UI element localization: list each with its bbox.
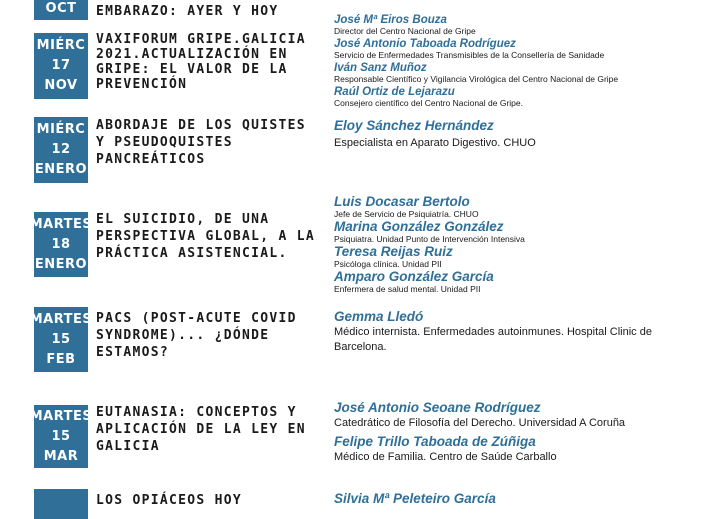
date-weekday: MARTES <box>29 408 93 424</box>
speaker-name: José Mª Eiros Bouza <box>334 14 447 26</box>
date-month: FEB <box>46 351 76 367</box>
speaker-role: Especialista en Aparato Digestivo. CHUO <box>334 137 536 149</box>
speaker-name: Marina González González <box>334 219 504 234</box>
speaker-role: Enfermera de salud mental. Unidad PII <box>334 284 481 294</box>
speaker-name: Iván Sanz Muñoz <box>334 62 427 74</box>
speaker-list <box>334 309 714 355</box>
date-weekday: MARTES <box>29 311 93 327</box>
speaker <box>334 269 714 294</box>
talk-title: VAXIFORUM GRIPE.GALICIA 2021.ACTUALIZACIÓN EN GRIPE: EL VALOR DE LA PREVENCIÓN <box>96 32 306 92</box>
speaker-name: José Antonio Taboada Rodríguez <box>334 38 516 50</box>
speaker-name: José Antonio Seoane Rodríguez <box>334 400 541 415</box>
speaker-name: Amparo González García <box>334 269 494 284</box>
speaker-role: Consejero científico del Centro Nacional de Gripe. <box>334 98 523 108</box>
speaker <box>334 38 714 61</box>
speaker-list <box>334 194 714 294</box>
date-day: 12 <box>51 142 71 157</box>
talk-title: EUTANASIA: CONCEPTOS Y APLICACIÓN DE LA LEY EN GALICIA <box>96 405 306 454</box>
date-day: 17 <box>51 58 71 73</box>
speaker-name: Eloy Sánchez Hernández <box>334 118 494 133</box>
date-month: ENERO <box>34 256 88 272</box>
speaker <box>334 491 714 507</box>
talk-title: LOS OPIÁCEOS HOY <box>96 493 243 508</box>
speaker <box>334 434 714 465</box>
speaker-role: Catedrático de Filosofía del Derecho. Universidad A Coruña <box>334 417 626 429</box>
date-badge <box>34 117 88 183</box>
speaker <box>334 194 714 219</box>
speaker-list <box>334 491 714 507</box>
talk-title: ABORDAJE DE LOS QUISTES Y PSEUDOQUISTES PANCREÁTICOS <box>96 118 306 167</box>
speaker <box>334 309 714 355</box>
talk-title: EMBARAZO: AYER Y HOY <box>96 4 279 19</box>
date-month: MAR <box>43 448 79 464</box>
speaker-name: Luis Docasar Bertolo <box>334 194 470 209</box>
speaker-role: Psiquiatra. Unidad Punto de Intervención Intensiva <box>334 234 525 244</box>
date-month: OCT <box>45 1 77 16</box>
date-badge <box>34 33 88 99</box>
talk-title: EL SUICIDIO, DE UNA PERSPECTIVA GLOBAL, A LA PRÁCTICA ASISTENCIAL. <box>96 212 316 261</box>
speaker-role: Jefe de Servicio de Psiquiatría. CHUO <box>334 209 479 219</box>
speaker-role: Médico internista. Enfermedades autoinmunes. Hospital Clinic de Barcelona. <box>334 326 652 353</box>
date-weekday: MIÉRC <box>36 38 86 53</box>
speaker-role: Director del Centro Nacional de Gripe <box>334 26 476 36</box>
date-month: NOV <box>44 78 78 93</box>
date-badge <box>34 489 88 519</box>
date-badge <box>29 405 93 468</box>
date-badge <box>29 212 93 277</box>
talk-title: PACS (POST-ACUTE COVID SYNDROME)... ¿DÓNDE ESTAMOS? <box>96 311 297 360</box>
date-month: ENERO <box>34 162 88 177</box>
speaker <box>334 400 714 431</box>
speaker-role: Médico de Familia. Centro de Saúde Carballo <box>334 451 557 463</box>
speaker <box>334 244 714 269</box>
speaker-name: Gemma Lledó <box>334 309 424 324</box>
date-day: 18 <box>51 236 71 252</box>
speaker-list <box>334 14 714 110</box>
speaker-name: Raúl Ortiz de Lejarazu <box>334 86 455 98</box>
speaker-list <box>334 118 714 151</box>
date-badge <box>29 307 93 372</box>
speaker-role: Servicio de Enfermedades Transmisibles de la Consellería de Sanidade <box>334 50 605 60</box>
date-weekday: MIÉRC <box>36 122 86 137</box>
speaker <box>334 62 714 85</box>
date-weekday: MARTES <box>29 216 93 232</box>
speaker <box>334 118 714 151</box>
speaker-name: Teresa Reijas Ruiz <box>334 244 453 259</box>
date-day: 15 <box>51 331 71 347</box>
speaker-role: Responsable Científico y Vigilancia Virológica del Centro Nacional de Gripe <box>334 74 619 84</box>
speaker <box>334 86 714 109</box>
speaker-name: Silvia Mª Peleteiro García <box>334 491 496 506</box>
speaker-role: Psicóloga clínica. Unidad PII <box>334 259 442 269</box>
speaker-list <box>334 400 714 465</box>
speaker <box>334 14 714 37</box>
date-badge <box>34 0 88 20</box>
date-day: 15 <box>51 428 71 444</box>
speaker <box>334 219 714 244</box>
speaker-name: Felipe Trillo Taboada de Zúñiga <box>334 434 536 449</box>
